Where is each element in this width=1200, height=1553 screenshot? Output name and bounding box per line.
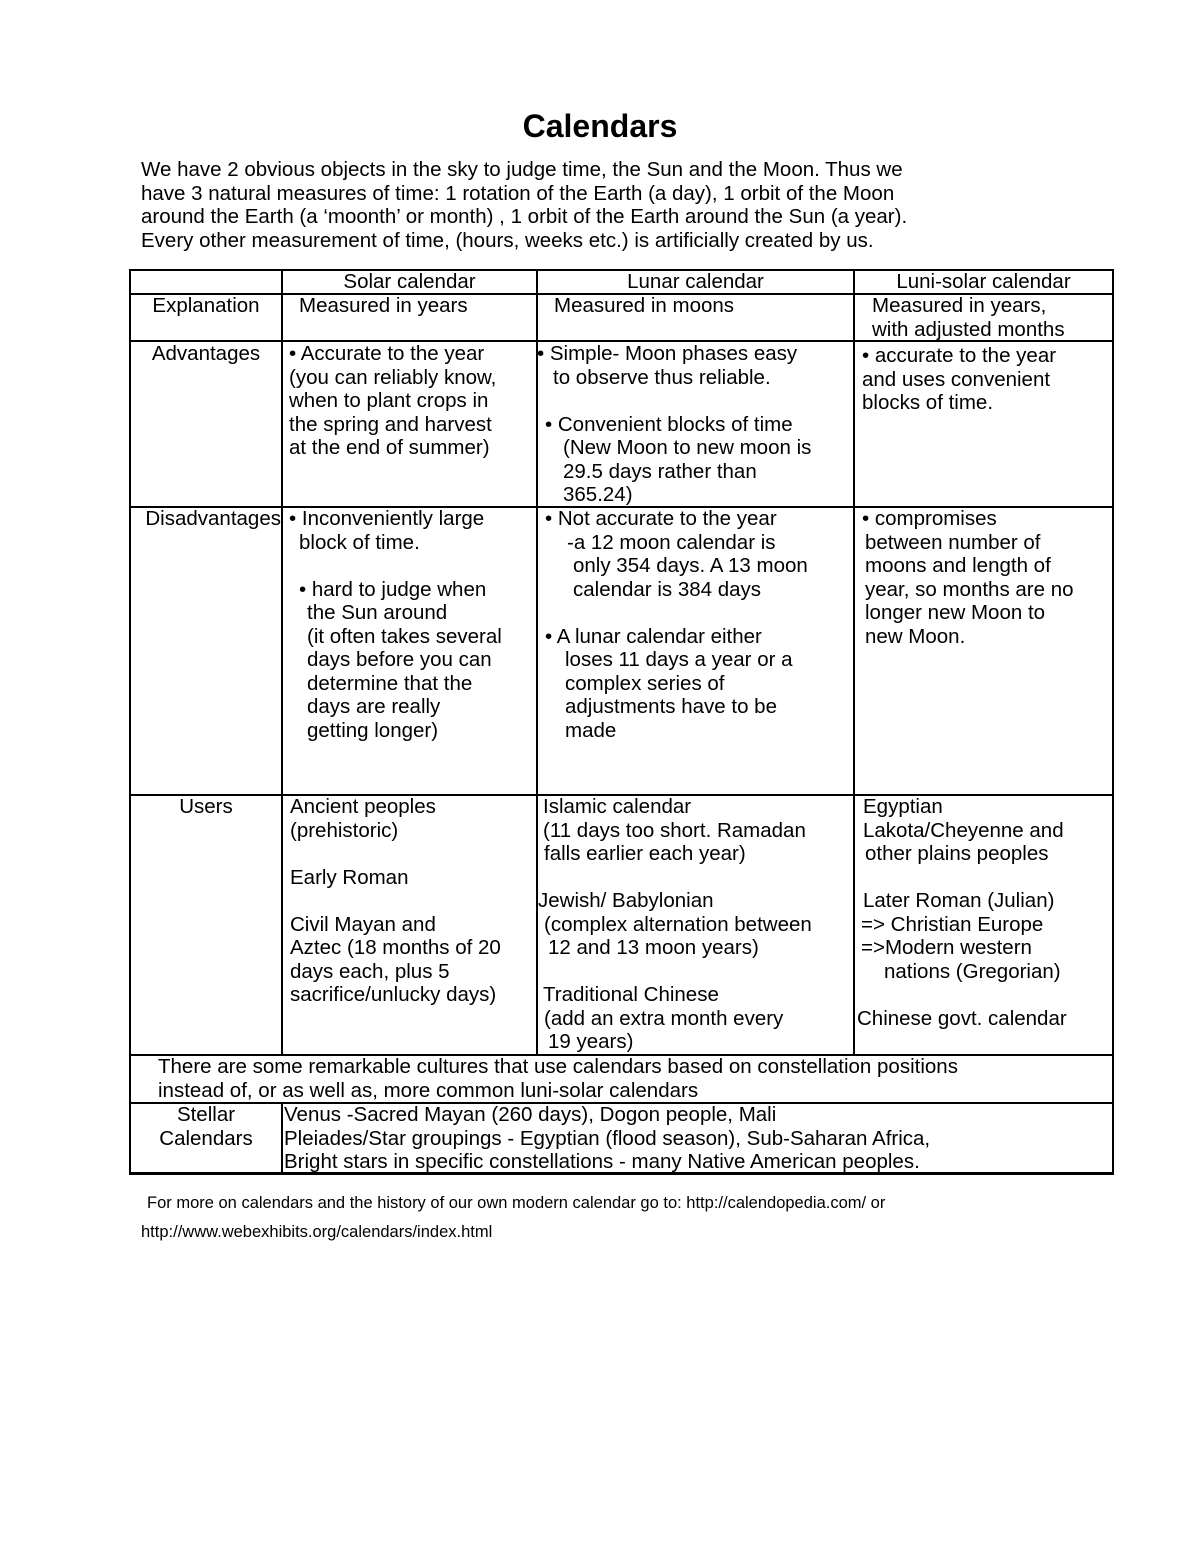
cell-line: (11 days too short. Ramadan (543, 818, 806, 842)
cell-line: Users (179, 795, 233, 818)
cell-line: loses 11 days a year or a (565, 648, 793, 671)
column-header-solar: Solar calendar (343, 270, 476, 293)
cell-line: Stellar (176, 1103, 236, 1126)
cell-line (537, 389, 811, 413)
cell-line: nations (Gregorian) (884, 959, 1061, 983)
cell-line: days each, plus 5 (290, 959, 450, 983)
cell-line: between number of (865, 530, 1041, 554)
row-label-users (131, 795, 281, 819)
table-rule (281, 269, 283, 1054)
cell-line (538, 866, 812, 890)
cell-line: when to plant crops in (289, 389, 489, 412)
cell-line: block of time. (299, 530, 420, 554)
cell-line: • accurate to the year (862, 344, 1057, 367)
cell-line: new Moon. (865, 624, 966, 648)
cell-line: There are some remarkable cultures that use calendars based on constellation positions (158, 1055, 958, 1078)
cell-line: Chinese govt. calendar (857, 1006, 1067, 1030)
table-rule (281, 1102, 283, 1175)
cell-line: longer new Moon to (865, 601, 1046, 624)
stellar-note (158, 1055, 958, 1102)
cell-line: falls earlier each year) (544, 842, 746, 865)
cell-line: calendar is 384 days (573, 577, 762, 601)
cell-line (857, 983, 1067, 1007)
cell-line: getting longer) (307, 718, 439, 742)
cell-line: only 354 days. A 13 moon (573, 554, 808, 577)
cell-line: Measured in years (299, 294, 468, 317)
cell-line: =>Modern western (861, 936, 1032, 959)
row-label-disadvantages (129, 507, 281, 531)
cell-line: (it often takes several (307, 624, 502, 648)
cell-line: Civil Mayan and (290, 912, 436, 936)
cell-line: with adjusted months (872, 317, 1065, 341)
cell-line: • hard to judge when (299, 577, 487, 601)
intro-line: around the Earth (a ‘moonth’ or month) , 1 orbit of the Earth around the Sun (a year). (141, 205, 908, 228)
cell-line (857, 866, 1067, 890)
cell-line: • compromises (862, 507, 997, 530)
cell-line: days before you can (307, 648, 492, 671)
table-rule (853, 269, 855, 1054)
cell-line: determine that the (307, 671, 473, 695)
page-title: Calendars (522, 108, 678, 144)
cell-line: instead of, or as well as, more common luni-solar calendars (158, 1078, 699, 1102)
cell-luni-disadvantages (862, 507, 1074, 648)
cell-luni-users (857, 795, 1067, 1030)
cell-lunar-users (538, 795, 812, 1054)
cell-line: • Accurate to the year (289, 342, 485, 365)
cell-line: 19 years) (548, 1030, 634, 1053)
cell-line: Traditional Chinese (543, 983, 719, 1006)
cell-line: Explanation (152, 294, 260, 317)
cell-line: (prehistoric) (290, 818, 399, 842)
cell-line: and uses convenient (862, 367, 1051, 391)
cell-line: at the end of summer) (289, 436, 490, 459)
cell-line: • Simple- Moon phases easy (537, 342, 798, 365)
cell-line: (you can reliably know, (289, 365, 497, 389)
cell-line: 29.5 days rather than (563, 459, 757, 483)
intro-line: have 3 natural measures of time: 1 rotation of the Earth (a day), 1 orbit of the Moon (141, 181, 895, 205)
cell-line: the Sun around (307, 601, 448, 624)
cell-line (545, 601, 808, 625)
cell-line: Islamic calendar (543, 795, 692, 818)
cell-line: • Inconveniently large (289, 507, 485, 530)
cell-solar-disadvantages (289, 507, 502, 742)
cell-line: blocks of time. (862, 391, 994, 414)
cell-line: the spring and harvest (289, 412, 492, 436)
cell-line: -a 12 moon calendar is (567, 530, 776, 554)
cell-line: => Christian Europe (861, 912, 1044, 936)
cell-line: Egyptian (863, 795, 943, 818)
cell-line: Later Roman (Julian) (863, 889, 1055, 912)
cell-line: Lakota/Cheyenne and (863, 818, 1064, 842)
cell-line: • Convenient blocks of time (545, 412, 793, 436)
footer-links (141, 1189, 1141, 1247)
cell-luni-advantages (862, 344, 1056, 415)
cell-line: Aztec (18 months of 20 (290, 936, 501, 959)
cell-luni-explanation (872, 294, 1065, 341)
cell-line: other plains peoples (865, 842, 1049, 865)
cell-line: adjustments have to be (565, 695, 777, 718)
cell-line: Ancient peoples (290, 795, 436, 818)
column-header-lunar: Lunar calendar (627, 270, 764, 293)
cell-line: Measured in moons (554, 294, 735, 317)
cell-line: Bright stars in specific constellations - many Native American peoples. (284, 1150, 920, 1173)
row-label-stellar (131, 1103, 281, 1150)
column-header-luni-solar: Luni-solar calendar (896, 270, 1071, 293)
cell-line: • A lunar calendar either (545, 624, 762, 648)
footer-line: http://www.webexhibits.org/calendars/index.html (141, 1223, 493, 1241)
cell-line: • Not accurate to the year (545, 507, 777, 530)
cell-lunar-advantages (537, 342, 811, 507)
cell-line (290, 842, 501, 866)
cell-line: year, so months are no (865, 577, 1074, 601)
table-rule (129, 269, 131, 1175)
cell-line (289, 554, 502, 578)
cell-line: to observe thus reliable. (553, 365, 771, 389)
cell-line: made (565, 718, 617, 742)
cell-line: Jewish/ Babylonian (538, 889, 714, 912)
cell-line (290, 889, 501, 913)
cell-line: (add an extra month every (544, 1006, 784, 1030)
cell-line: sacrifice/unlucky days) (290, 983, 497, 1006)
cell-line: Calendars (159, 1126, 253, 1150)
cell-line: Pleiades/Star groupings - Egyptian (flood season), Sub-Saharan Africa, (284, 1126, 931, 1150)
cell-stellar-items (284, 1103, 930, 1174)
cell-line (538, 960, 812, 984)
cell-line: Venus -Sacred Mayan (260 days), Dogon people, Mali (284, 1103, 777, 1126)
cell-solar-advantages (289, 342, 496, 460)
intro-paragraph (141, 158, 1101, 252)
cell-line: 12 and 13 moon years) (548, 936, 759, 959)
cell-lunar-explanation (554, 294, 734, 318)
cell-line: Measured in years, (872, 294, 1047, 317)
cell-line: Advantages (151, 342, 261, 365)
cell-line: moons and length of (865, 554, 1051, 577)
table-rule (1112, 269, 1114, 1175)
cell-line: 365.24) (563, 483, 633, 506)
cell-line: days are really (307, 695, 441, 718)
row-label-advantages (131, 342, 281, 366)
intro-line: Every other measurement of time, (hours, weeks etc.) is artificially created by us. (141, 228, 874, 252)
footer-line: For more on calendars and the history of our own modern calendar go to: http://calendopedia.com/ or (147, 1194, 886, 1212)
cell-line: (New Moon to new moon is (563, 436, 812, 459)
cell-line: complex series of (565, 671, 725, 695)
cell-line: (complex alternation between (544, 912, 812, 936)
cell-line: Early Roman (290, 865, 409, 889)
calendar-comparison-table (129, 269, 1114, 1175)
cell-solar-users (290, 795, 501, 1007)
cell-solar-explanation (299, 294, 468, 318)
row-label-explanation (131, 294, 281, 318)
cell-lunar-disadvantages (545, 507, 808, 742)
cell-line: Disadvantages (145, 507, 281, 530)
intro-line: We have 2 obvious objects in the sky to judge time, the Sun and the Moon. Thus we (141, 158, 903, 181)
